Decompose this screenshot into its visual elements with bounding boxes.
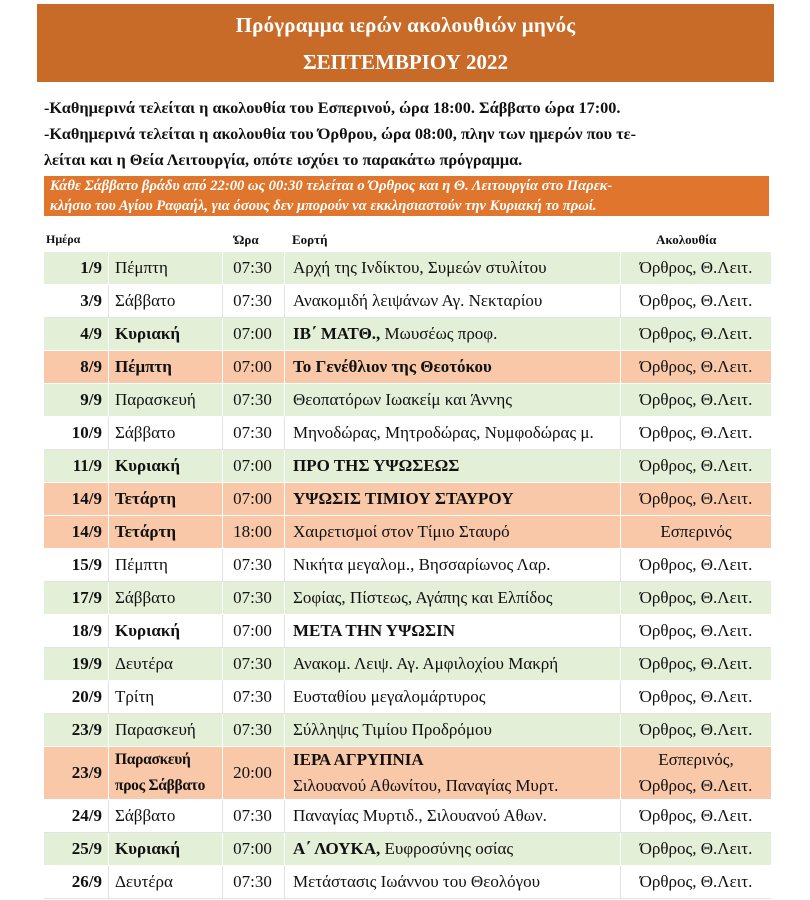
date-text: 10/9 (71, 423, 102, 442)
feast-text: Παναγίας Μυρτιδ., Σιλουανού Αθων. (293, 806, 547, 825)
day-text: Σάββατο (115, 588, 176, 607)
service-text: Όρθρος, Θ.Λειτ. (639, 423, 753, 442)
table-row (44, 384, 771, 417)
table-row (44, 681, 771, 714)
cell-service (620, 800, 771, 832)
cell-service (620, 747, 771, 799)
table-row (44, 648, 771, 681)
cell-time (222, 582, 282, 614)
cell-time (222, 351, 282, 383)
cell-day (108, 450, 220, 482)
feast-text: Μηνοδώρας, Μητροδώρας, Νυμφοδώρας μ. (293, 423, 594, 442)
cell-day (108, 252, 220, 284)
feast-line (293, 423, 594, 443)
table-row (44, 318, 771, 351)
day-text: Τετάρτη (115, 489, 176, 508)
cell-time (222, 285, 282, 317)
time-text: 07:30 (233, 258, 272, 277)
time-text: 07:00 (233, 621, 272, 640)
service-text: Εσπερινός, (658, 750, 734, 769)
cell-date (44, 516, 106, 548)
cell-feast (284, 252, 618, 284)
service-text: Όρθρος, Θ.Λειτ. (639, 872, 753, 891)
date-text: 9/9 (80, 390, 102, 409)
time-text: 07:30 (233, 291, 272, 310)
notes (44, 95, 779, 173)
feast-bold-text: ΜΕΤΑ ΤΗΝ ΥΨΩΣΙΝ (293, 621, 455, 640)
note-line: -Καθημερινά τελείται η ακολουθία του Όρθρου, ώρα 08:00, πλην των ημερών που τε- (44, 124, 637, 143)
date-text: 24/9 (71, 806, 102, 825)
cell-feast (284, 384, 618, 416)
date-text: 15/9 (71, 555, 102, 574)
cell-service (620, 516, 771, 548)
table-row (44, 747, 771, 800)
day-text: Τρίτη (115, 687, 155, 706)
cell-time (222, 833, 282, 865)
day-text: Σάββατο (115, 423, 176, 442)
day-text: Κυριακή (115, 456, 180, 475)
feast-text: Νικήτα μεγαλομ., Βησσαρίωνος Λαρ. (293, 555, 551, 574)
time-text: 07:30 (233, 654, 272, 673)
cell-date (44, 681, 106, 713)
service-text: Όρθρος, Θ.Λειτ. (639, 291, 753, 310)
day-text: Σάββατο (115, 291, 176, 310)
banner-line: κλήσιο του Αγίου Ραφαήλ, για όσους δεν μπορούν να εκκλησιαστούν την Κυριακή το πρωί. (50, 198, 597, 214)
date-text: 4/9 (80, 324, 102, 343)
feast-text: Ανακομιδή λειψάνων Αγ. Νεκταρίου (293, 291, 543, 310)
time-text: 07:30 (233, 555, 272, 574)
cell-time (222, 866, 282, 898)
cell-day (108, 833, 220, 865)
time-text: 07:30 (233, 872, 272, 891)
feast-line (293, 621, 455, 641)
header-feast: Εορτή (292, 232, 328, 247)
cell-date (44, 582, 106, 614)
saturday-banner (44, 176, 769, 216)
service-text: Όρθρος, Θ.Λειτ. (639, 357, 753, 376)
feast-line (293, 555, 550, 575)
feast-text: Ανακομ. Λειψ. Αγ. Αμφιλοχίου Μακρή (293, 654, 559, 673)
cell-service (620, 351, 771, 383)
table-row (44, 516, 771, 549)
service-text: Όρθρος, Θ.Λειτ. (639, 258, 753, 277)
feast-text: Μετάστασις Ιωάννου του Θεολόγου (293, 872, 540, 891)
table-row (44, 866, 771, 899)
feast-bold-text: Το Γενέθλιον της Θεοτόκου (293, 357, 492, 376)
cell-feast (284, 866, 618, 898)
feast-text: Αρχή της Ινδίκτου, Συμεών στυλίτου (293, 258, 547, 277)
cell-feast (284, 318, 618, 350)
time-text: 07:30 (233, 423, 272, 442)
schedule-table (44, 252, 771, 899)
table-row (44, 549, 771, 582)
cell-time (222, 681, 282, 713)
date-text: 11/9 (72, 456, 102, 475)
cell-service (620, 714, 771, 746)
cell-time (222, 483, 282, 515)
day-text: Τετάρτη (115, 522, 176, 541)
date-text: 25/9 (71, 839, 102, 858)
cell-service (620, 648, 771, 680)
table-row (44, 351, 771, 384)
cell-day (108, 483, 220, 515)
cell-date (44, 450, 106, 482)
time-text: 20:00 (233, 763, 272, 782)
cell-feast (284, 516, 618, 548)
cell-time (222, 318, 282, 350)
cell-day (108, 351, 220, 383)
cell-feast (284, 800, 618, 832)
cell-date (44, 252, 106, 284)
cell-date (44, 833, 106, 865)
service-text: Όρθρος, Θ.Λειτ. (639, 555, 753, 574)
cell-time (222, 384, 282, 416)
cell-date (44, 549, 106, 581)
feast-line (293, 489, 514, 509)
cell-date (44, 483, 106, 515)
time-text: 07:00 (233, 489, 272, 508)
day-text: Δευτέρα (115, 654, 173, 673)
feast-line (293, 522, 510, 542)
day-text: Παρασκευή (115, 720, 196, 739)
date-text: 23/9 (71, 720, 102, 739)
cell-date (44, 648, 106, 680)
feast-text: Χαιρετισμοί στον Τίμιο Σταυρό (293, 522, 510, 541)
cell-day (108, 549, 220, 581)
date-text: 19/9 (71, 654, 102, 673)
cell-time (222, 450, 282, 482)
cell-day (108, 648, 220, 680)
cell-date (44, 800, 106, 832)
cell-feast (284, 747, 618, 799)
cell-service (620, 252, 771, 284)
cell-day (108, 714, 220, 746)
cell-feast (284, 582, 618, 614)
feast-line (293, 357, 492, 377)
feast-text: Σοφίας, Πίστεως, Αγάπης και Ελπίδος (293, 588, 553, 607)
cell-feast (284, 714, 618, 746)
day-text-2: προς Σάββατο (115, 777, 206, 794)
table-row (44, 615, 771, 648)
cell-day (108, 747, 220, 799)
cell-service (620, 549, 771, 581)
service-text: Όρθρος, Θ.Λειτ. (639, 456, 753, 475)
time-text: 07:30 (233, 687, 272, 706)
cell-time (222, 615, 282, 647)
header-day: Ημέρα (46, 232, 81, 246)
date-text: 1/9 (80, 258, 102, 277)
feast-text-2: Σιλουανού Αθωνίτου, Παναγίας Μυρτ. (293, 776, 559, 795)
cell-feast (284, 549, 618, 581)
table-row (44, 714, 771, 747)
cell-service (620, 833, 771, 865)
cell-day (108, 681, 220, 713)
cell-date (44, 417, 106, 449)
day-text: Παρασκευή (115, 390, 196, 409)
feast-text: Μωυσέως προφ. (380, 324, 498, 343)
table-row (44, 252, 771, 285)
cell-time (222, 516, 282, 548)
service-text: Όρθρος, Θ.Λειτ. (639, 654, 753, 673)
cell-date (44, 318, 106, 350)
date-text: 14/9 (71, 489, 102, 508)
feast-line (293, 839, 513, 859)
date-text: 18/9 (71, 621, 102, 640)
service-text: Εσπερινός (660, 522, 732, 541)
service-text-2: Όρθρος, Θ.Λειτ. (639, 776, 753, 795)
day-text: Πέμπτη (115, 555, 168, 574)
day-text: Κυριακή (115, 621, 180, 640)
day-text: Πέμπτη (115, 258, 168, 277)
feast-line (293, 258, 547, 278)
date-text: 23/9 (71, 763, 102, 782)
time-text: 07:30 (233, 588, 272, 607)
cell-feast (284, 417, 618, 449)
time-text: 07:30 (233, 806, 272, 825)
service-text: Όρθρος, Θ.Λειτ. (639, 839, 753, 858)
cell-time (222, 417, 282, 449)
cell-feast (284, 648, 618, 680)
cell-service (620, 582, 771, 614)
time-text: 07:30 (233, 720, 272, 739)
date-text: 26/9 (71, 872, 102, 891)
cell-day (108, 866, 220, 898)
cell-time (222, 800, 282, 832)
cell-time (222, 714, 282, 746)
cell-time (222, 648, 282, 680)
day-text: Σάββατο (115, 806, 176, 825)
date-text: 14/9 (71, 522, 102, 541)
table-header (44, 232, 771, 252)
cell-feast (284, 681, 618, 713)
feast-line (293, 456, 459, 476)
table-row (44, 285, 771, 318)
cell-feast (284, 483, 618, 515)
service-text: Όρθρος, Θ.Λειτ. (639, 806, 753, 825)
feast-line (293, 687, 485, 707)
feast-text: Σύλληψις Τιμίου Προδρόμου (293, 720, 492, 739)
feast-line (293, 720, 492, 740)
cell-service (620, 318, 771, 350)
cell-day (108, 285, 220, 317)
table-row (44, 417, 771, 450)
cell-feast (284, 833, 618, 865)
day-text: Παρασκευή (115, 751, 191, 768)
date-text: 8/9 (80, 357, 102, 376)
service-text: Όρθρος, Θ.Λειτ. (639, 621, 753, 640)
time-text: 07:00 (233, 839, 272, 858)
cell-day (108, 800, 220, 832)
date-text: 3/9 (80, 291, 102, 310)
cell-date (44, 285, 106, 317)
cell-day (108, 582, 220, 614)
cell-feast (284, 615, 618, 647)
banner-line: Κάθε Σάββατο βράδυ από 22:00 ως 00:30 τελείται ο Όρθρος και η Θ. Λειτουργία στο Παρεκ- (50, 178, 613, 194)
cell-service (620, 615, 771, 647)
cell-date (44, 384, 106, 416)
cell-date (44, 615, 106, 647)
cell-day (108, 318, 220, 350)
page-title: Πρόγραμμα ιερών ακολουθιών μηνός (235, 13, 576, 37)
service-text: Όρθρος, Θ.Λειτ. (639, 390, 753, 409)
cell-feast (284, 351, 618, 383)
cell-day (108, 417, 220, 449)
cell-service (620, 417, 771, 449)
feast-bold-text: ΥΨΩΣΙΣ ΤΙΜΙΟΥ ΣΤΑΥΡΟΥ (293, 489, 514, 508)
time-text: 07:30 (233, 390, 272, 409)
day-text: Κυριακή (115, 324, 180, 343)
cell-service (620, 384, 771, 416)
feast-line (293, 654, 558, 674)
header-service: Ακολουθία (656, 232, 717, 247)
service-text: Όρθρος, Θ.Λειτ. (639, 687, 753, 706)
cell-date (44, 714, 106, 746)
feast-line (293, 806, 547, 826)
header-time: Ώρα (234, 232, 259, 247)
note-line: λείται και η Θεία Λειτουργία, οπότε ισχύει το παρακάτω πρόγραμμα. (44, 150, 523, 169)
feast-line (293, 324, 497, 344)
table-row (44, 800, 771, 833)
date-text: 20/9 (71, 687, 102, 706)
feast-line (293, 291, 542, 311)
cell-feast (284, 450, 618, 482)
cell-service (620, 483, 771, 515)
cell-day (108, 384, 220, 416)
cell-day (108, 516, 220, 548)
feast-bold-text: Α΄ ΛΟΥΚΑ, (293, 839, 381, 858)
cell-time (222, 549, 282, 581)
service-text: Όρθρος, Θ.Λειτ. (639, 720, 753, 739)
title-header (37, 4, 774, 82)
feast-text: Ευσταθίου μεγαλομάρτυρος (293, 687, 486, 706)
cell-date (44, 351, 106, 383)
cell-feast (284, 285, 618, 317)
day-text: Δευτέρα (115, 872, 173, 891)
cell-service (620, 681, 771, 713)
service-text: Όρθρος, Θ.Λειτ. (639, 324, 753, 343)
time-text: 07:00 (233, 357, 272, 376)
feast-text: Θεοπατόρων Ιωακείμ και Άννης (293, 390, 512, 409)
date-text: 17/9 (71, 588, 102, 607)
day-text: Κυριακή (115, 839, 180, 858)
table-row (44, 483, 771, 516)
feast-line (293, 390, 512, 410)
cell-date (44, 747, 106, 799)
table-row (44, 450, 771, 483)
time-text: 07:00 (233, 324, 272, 343)
feast-bold-text: ΙΕΡΑ ΑΓΡΥΠΝΙΑ (293, 750, 424, 769)
service-text: Όρθρος, Θ.Λειτ. (639, 588, 753, 607)
feast-line (293, 588, 553, 608)
note-line: -Καθημερινά τελείται η ακολουθία του Εσπερινού, ώρα 18:00. Σάββατο ώρα 17:00. (44, 98, 621, 117)
cell-time (222, 747, 282, 799)
time-text: 18:00 (233, 522, 272, 541)
day-text: Πέμπτη (115, 357, 172, 376)
page-subtitle: ΣΕΠΤΕΜΒΡΙΟΥ 2022 (302, 50, 509, 74)
service-text: Όρθρος, Θ.Λειτ. (639, 489, 753, 508)
cell-service (620, 285, 771, 317)
cell-day (108, 615, 220, 647)
feast-bold-text: ΠΡΟ ΤΗΣ ΥΨΩΣΕΩΣ (293, 456, 460, 475)
table-row (44, 582, 771, 615)
feast-text: Ευφροσύνης οσίας (380, 839, 514, 858)
cell-service (620, 450, 771, 482)
cell-service (620, 866, 771, 898)
table-row (44, 833, 771, 866)
cell-time (222, 252, 282, 284)
time-text: 07:00 (233, 456, 272, 475)
cell-date (44, 866, 106, 898)
feast-line (293, 872, 540, 892)
feast-bold-text: ΙΒ΄ ΜΑΤΘ., (293, 324, 381, 343)
